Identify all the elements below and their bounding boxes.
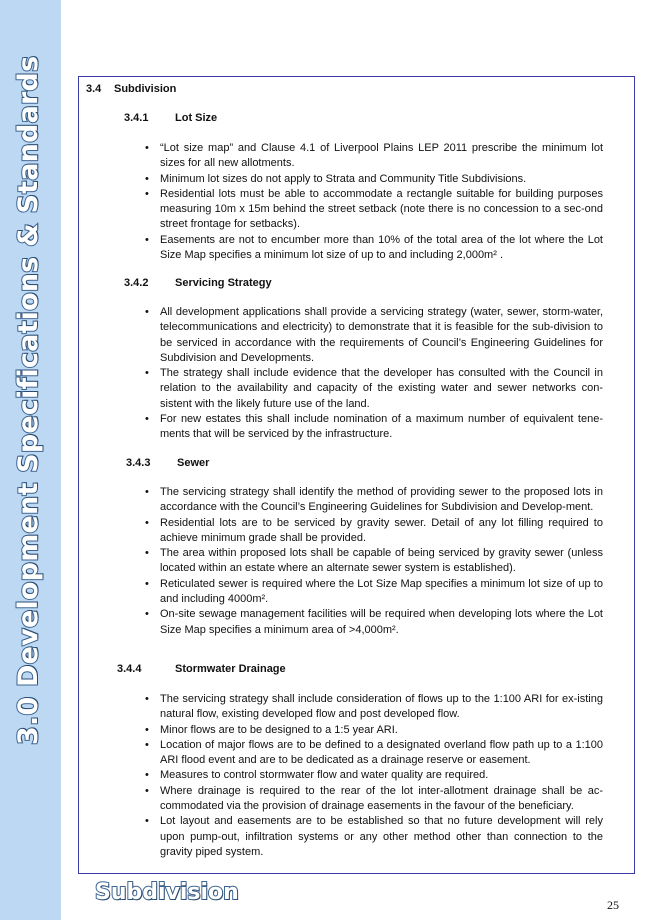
list-item: • On-site sewage management facilities will be required when developing lots where the Lot Size Map specifies a minimum area of >4,000m².: [160, 607, 603, 638]
section-number: 3.4: [86, 83, 102, 95]
list-item: • Residential lots must be able to accommodate a rectangle suitable for building purposes measuring 10m x 15m behind the street setback (note there is no concession to a sec-ond street frontage for setbacks).: [160, 187, 603, 233]
section-title: Subdivision: [114, 83, 177, 95]
list-item: • Minor flows are to be designed to a 1:5 year ARI.: [160, 723, 603, 738]
subsection-title: Lot Size: [175, 112, 218, 124]
subsection-number: 3.4.3: [126, 457, 151, 469]
list-item: • Location of major flows are to be defined to a designated overland flow path up to a 1:100 ARI flood event and are to be dedicated as a drainage reserve or easement.: [160, 738, 603, 769]
subsection-title: Servicing Strategy: [175, 277, 272, 289]
bullet-list-lot-size: [160, 141, 603, 263]
bullet-list-servicing-strategy: [160, 305, 603, 443]
subsection-number: 3.4.4: [117, 663, 142, 675]
footer-title: Subdivision: [95, 880, 239, 905]
bullet-list-sewer: [160, 485, 603, 638]
subsection-heading-sewer: [126, 457, 209, 469]
subsection-title: Stormwater Drainage: [175, 663, 286, 675]
subsection-heading-servicing-strategy: [124, 277, 272, 289]
list-item: • “Lot size map” and Clause 4.1 of Liverpool Plains LEP 2011 prescribe the minimum lot sizes for all new allotments.: [160, 141, 603, 172]
list-item: • The strategy shall include evidence that the developer has consulted with the Council in relation to the availability and capacity of the existing water and sewer networks con-sistent with the likely future use of the land.: [160, 366, 603, 412]
sidebar: [0, 0, 61, 920]
list-item: • All development applications shall provide a servicing strategy (water, sewer, storm-water, telecommunications and electricity) to demonstrate that it is feasible for the sub-division to be serviced in accordance with the requirements of Council’s Engineering Guidelines for Subdivision and Developments.: [160, 305, 603, 366]
list-item: • For new estates this shall include nomination of a maximum number of equivalent tene-ments that will be serviced by the infrastructure.: [160, 412, 603, 443]
subsection-title: Sewer: [177, 457, 210, 469]
list-item: • The servicing strategy shall identify the method of providing sewer to the proposed lots in accordance with the Council’s Engineering Guidelines for Subdivision and Develop-ment.: [160, 485, 603, 516]
page-number: 25: [607, 898, 619, 912]
subsection-heading-stormwater-drainage: [117, 663, 286, 675]
sidebar-title: 3.0 Development Specifications & Standards: [13, 55, 44, 745]
list-item: • Where drainage is required to the rear of the lot inter-allotment drainage shall be ac-commodated via the provision of drainage easements in the favour of the beneficiary.: [160, 784, 603, 815]
subsection-heading-lot-size: [124, 112, 217, 124]
subsection-number: 3.4.2: [124, 277, 149, 289]
bullet-list-stormwater-drainage: [160, 692, 603, 860]
list-item: • The servicing strategy shall include consideration of flows up to the 1:100 ARI for ex-isting natural flow, existing developed flow and post developed flow.: [160, 692, 603, 723]
list-item: • Residential lots are to be serviced by gravity sewer. Detail of any lot filling required to achieve minimum grade shall be provided.: [160, 516, 603, 547]
list-item: • Minimum lot sizes do not apply to Strata and Community Title Subdivisions.: [160, 172, 603, 187]
list-item: • Reticulated sewer is required where the Lot Size Map specifies a minimum lot size of up to and including 4000m².: [160, 577, 603, 608]
list-item: • Measures to control stormwater flow and water quality are required.: [160, 768, 603, 783]
subsection-number: 3.4.1: [124, 112, 149, 124]
list-item: • The area within proposed lots shall be capable of being serviced by gravity sewer (unless located within an estate where an alternate sewer system is established).: [160, 546, 603, 577]
list-item: • Easements are not to encumber more than 10% of the total area of the lot where the Lot Size Map specifies a minimum lot size of up to and including 2,000m² .: [160, 233, 603, 264]
list-item: • Lot layout and easements are to be established so that no future development will rely upon pump-out, infiltration systems or any other method other than connection to the gravity piped system.: [160, 814, 603, 860]
section-heading: [86, 83, 176, 95]
